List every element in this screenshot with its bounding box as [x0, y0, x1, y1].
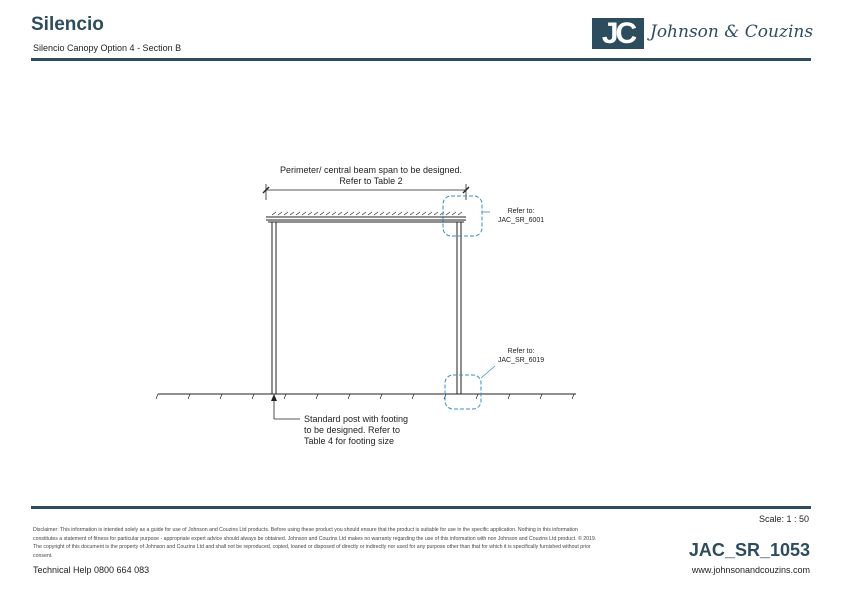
reference-footing: [491, 347, 551, 365]
right-post: [457, 222, 461, 394]
louvre-blades: [272, 212, 462, 215]
footer-divider: [31, 506, 811, 509]
reference-beam: [491, 207, 551, 225]
document-number: JAC_SR_1053: [688, 540, 810, 560]
beam-callout: [443, 196, 482, 236]
left-post: [272, 222, 276, 394]
post-note: [304, 414, 408, 447]
post-leader: [271, 394, 300, 419]
canopy-beam: [266, 217, 466, 222]
logo-mark: JC: [592, 18, 644, 49]
beam-note: [271, 165, 471, 187]
post-note-line: Table 4 for footing size: [304, 436, 395, 446]
beam-note-line: Perimeter/ central beam span to be designed.: [279, 165, 463, 175]
reference-label: Refer to:: [507, 208, 535, 215]
beam-note-line: Refer to Table 2: [339, 176, 403, 186]
disclaimer-text: Disclaimer: This information is intended solely as a guide for use of Johnson and Couzins Ltd products. Before using these product you should ensure that the product is suitable for use in the specific application. Nothing in this information constitutes a statement of fitness for particular purpose - appropriate expert advice should always be obtained. Johnson and Couzins Ltd makes no warranty regarding the use of this information with non Johnson and Couzins Ltd product. © 2019. The copyright of this document is the property of Johnson and Couzins Ltd and shall not be reproduced, copied, loaned or disposed of directly or indirectly nor used for any purpose other than that for which it is specifically furnished without prior consent.: [33, 527, 597, 559]
tech-help: Technical Help 0800 664 083: [33, 565, 150, 575]
post-note-line: Standard post with footing: [304, 414, 409, 424]
reference-code: JAC_SR_6001: [497, 217, 545, 224]
website-link[interactable]: www.johnsonandcouzins.com: [691, 565, 810, 575]
scale-label: Scale: 1 : 50: [758, 514, 809, 524]
post-note-line: to be designed. Refer to: [304, 425, 401, 435]
footing-callout: [445, 375, 481, 409]
page-title: Silencio: [31, 14, 104, 35]
ground-hatching: [156, 394, 574, 399]
reference-code: JAC_SR_6019: [497, 357, 545, 364]
page-subtitle: Silencio Canopy Option 4 - Section B: [33, 43, 182, 53]
logo-wordmark: Johnson & Couzins: [650, 22, 814, 42]
reference-label: Refer to:: [507, 348, 535, 355]
